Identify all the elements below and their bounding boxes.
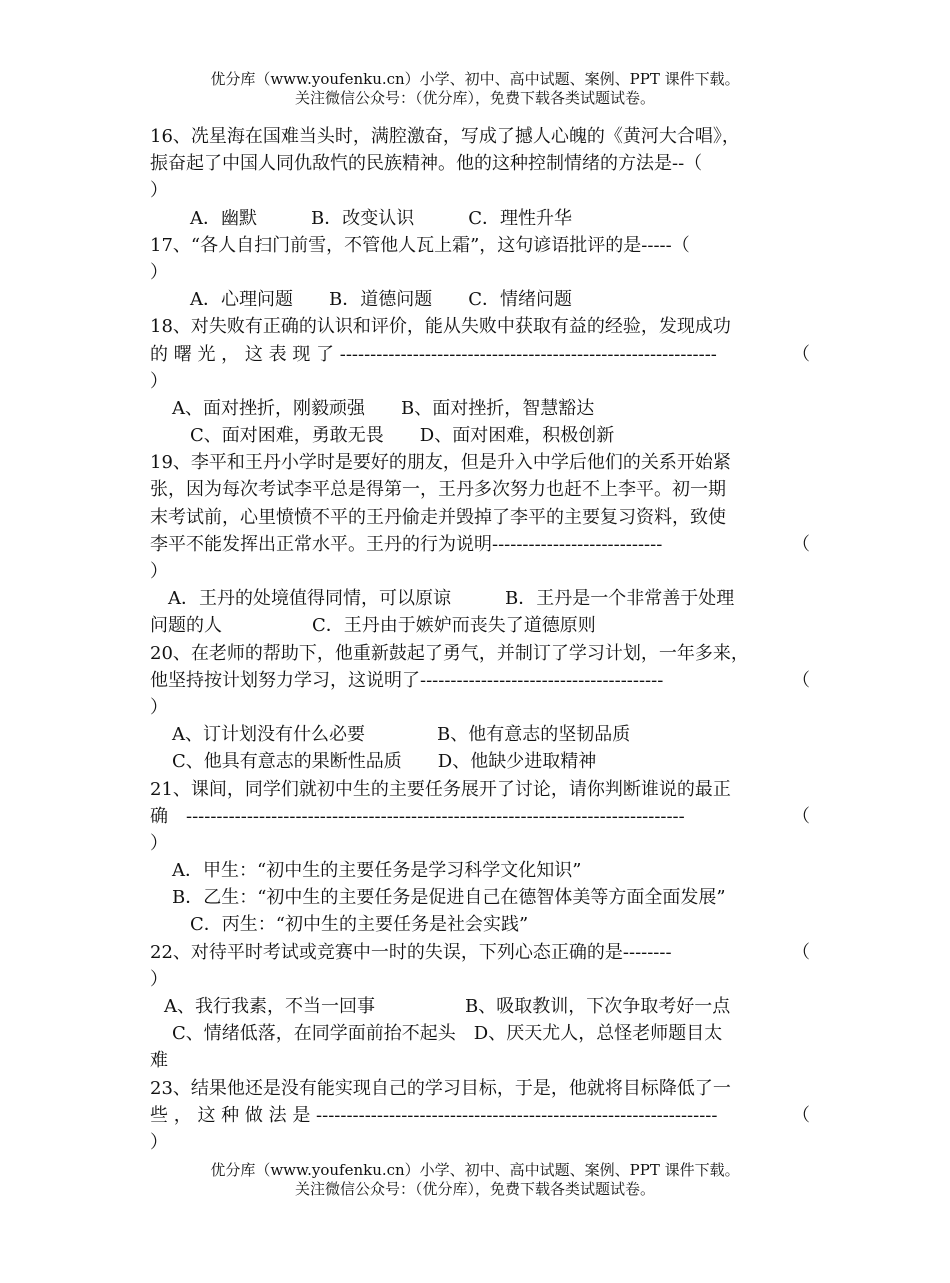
q17-line-1: 17、“各人自扫门前雪，不管他人瓦上霜”，这句谚语批评的是-----（: [150, 234, 690, 256]
q21-line-1: 21、课间，同学们就初中生的主要任务展开了讨论，请你判断谁说的最正: [150, 778, 731, 800]
q17-options: A．心理问题 B．道德问题 C．情绪问题: [190, 289, 572, 311]
q16-line-3: ）: [150, 180, 168, 202]
q22-options-cd: C、情绪低落，在同学面前抬不起头 D、厌天尤人，总怪老师题目太: [172, 1023, 723, 1045]
q21-option-b: B．乙生：“初中生的主要任务是促进自己在德智体美等方面全面发展”: [172, 887, 726, 909]
q18-options-cd: C、面对困难，勇敢无畏 D、面对困难，积极创新: [190, 425, 615, 447]
q18-line-1: 18、对失败有正确的认识和评价，能从失败中获取有益的经验，发现成功: [150, 316, 731, 338]
q21-line-2-paren: （: [792, 805, 810, 827]
q20-options-cd: C、他具有意志的果断性品质 D、他缺少进取精神: [172, 751, 597, 773]
q23-line-2-paren: （: [792, 1104, 810, 1126]
header-line-2: 关注微信公众号：（优分库），免费下载各类试题试卷。: [294, 89, 655, 107]
q20-line-2: [150, 667, 810, 694]
q19-line-2: 张，因为每次考试李平总是得第一，王丹多次努力也赶不上李平。初一期: [150, 479, 726, 501]
q18-line-2-paren: （: [792, 343, 810, 365]
q20-line-1: 20、在老师的帮助下，他重新鼓起了勇气，并制订了学习计划，一年多来，: [150, 642, 749, 664]
q20-options-ab: A、订计划没有什么必要 B、他有意志的坚韧品质: [172, 724, 631, 746]
q19-line-4-text: 李平不能发挥出正常水平。王丹的行为说明----------------------------: [150, 533, 663, 555]
q18-line-2-text: 的 曙 光 ， 这 表 现 了 --------------------------------------------------------------: [150, 343, 717, 365]
q16-options: A．幽默 B．改变认识 C．理性升华: [190, 207, 572, 229]
q23-line-3: ）: [150, 1131, 168, 1153]
q19-line-1: 19、李平和王丹小学时是要好的朋友，但是升入中学后他们的关系开始紧: [150, 452, 731, 474]
q23-line-2: [150, 1102, 810, 1129]
footer-line-1: 优分库（www.youfenku.cn）小学、初中、高中试题、案例、PPT 课件下载。: [210, 1161, 740, 1179]
q16-line-1: 16、冼星海在国难当头时，满腔激奋，写成了撼人心魄的《黄河大合唱》，: [150, 126, 740, 147]
q22-line-1-text: 22、对待平时考试或竞赛中一时的失误，下列心态正确的是--------: [150, 941, 672, 963]
q21-line-3: ）: [150, 832, 168, 854]
q22-line-1: [150, 939, 810, 966]
q16-line-2: 振奋起了中国人同仇敌忾的民族精神。他的这种控制情绪的方法是--（: [150, 153, 703, 175]
header-line-1: 优分库（www.youfenku.cn）小学、初中、高中试题、案例、PPT 课件下载。: [210, 70, 740, 88]
q22-options-ab: A、我行我素，不当一回事 B、吸取教训，下次争取考好一点: [164, 996, 731, 1017]
page-header: [0, 70, 950, 108]
page-footer: [0, 1161, 950, 1199]
footer-line-2: 关注微信公众号：（优分库），免费下载各类试题试卷。: [294, 1180, 655, 1198]
q22-line-1-paren: （: [792, 941, 810, 963]
q19-options-continued: 问题的人 C．王丹由于嫉妒而丧失了道德原则: [150, 615, 596, 637]
q18-options-ab: A、面对挫折，刚毅顽强 B、面对挫折，智慧豁达: [172, 397, 595, 419]
exam-content: [150, 123, 810, 1156]
q17-line-2: ）: [150, 261, 168, 283]
q21-line-2: [150, 803, 810, 830]
q20-line-2-paren: （: [792, 669, 810, 691]
q19-options-ab: A．王丹的处境值得同情，可以原谅 B．王丹是一个非常善于处理: [168, 588, 735, 610]
q18-line-3: ）: [150, 370, 168, 392]
q23-line-1: 23、结果他还是没有能实现自己的学习目标，于是，他就将目标降低了一: [150, 1077, 731, 1099]
q22-line-2: ）: [150, 968, 168, 990]
q23-line-2-text: 些 ， 这 种 做 法 是 ------------------------------------------------------------------: [150, 1104, 718, 1126]
q19-line-4: [150, 531, 810, 558]
q21-option-a: A．甲生：“初中生的主要任务是学习科学文化知识”: [172, 860, 582, 882]
q20-line-2-text: 他坚持按计划努力学习，这说明了----------------------------------------: [150, 669, 664, 691]
q20-line-3: ）: [150, 696, 168, 718]
q18-line-2: [150, 341, 810, 368]
q19-line-5: ）: [150, 561, 168, 582]
q21-option-c: C．丙生：“初中生的主要任务是社会实践”: [190, 914, 529, 936]
q22-options-continued: 难: [150, 1050, 168, 1072]
q19-line-3: 末考试前，心里愤愤不平的王丹偷走并毁掉了李平的主要复习资料，致使: [150, 506, 726, 528]
q21-line-2-text: 确 ----------------------------------------------------------------------------------: [150, 805, 685, 827]
q19-line-4-paren: （: [792, 533, 810, 555]
